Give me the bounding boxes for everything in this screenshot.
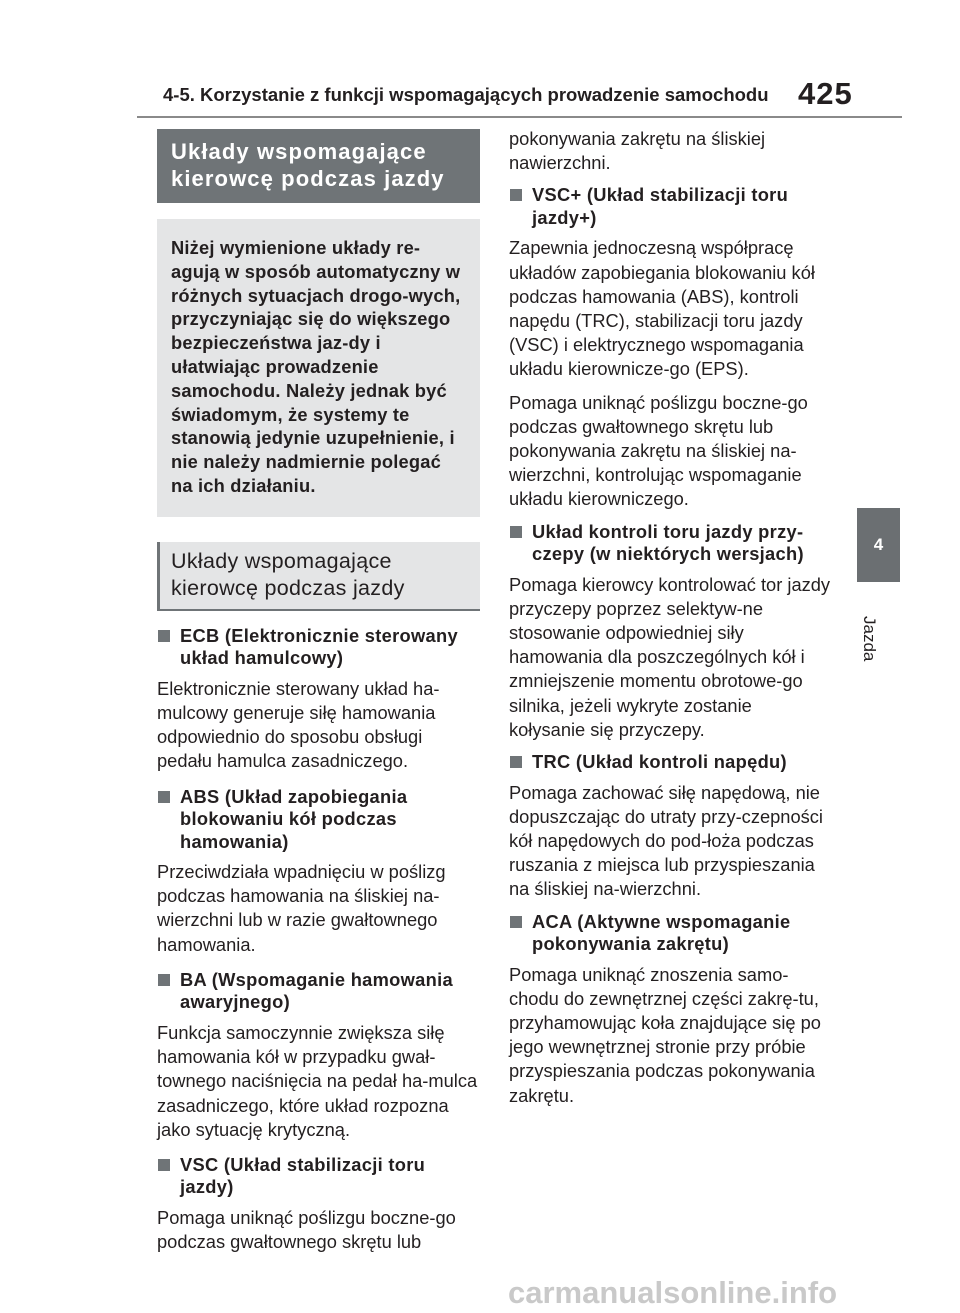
item-body: Funkcja samoczynnie zwiększa siłę hamowania kół w przypadku gwał-townego naciśnięcia na pedał ha-mulca zasadniczego, które układ rozpozna jako sytuację krytyczną.: [157, 1021, 478, 1140]
item-body: Zapewnia jednoczesną współpracę układów zapobiegania blokowaniu kół podczas hamowania (ABS), kontroli napędu (TRC), stabilizacji toru jazdy (VSC) i elektrycznego wspomagania układu kierownicze-go (EPS).: [509, 237, 815, 380]
item-title: [157, 786, 480, 854]
list-item: [509, 911, 832, 1108]
svg-text:carmanualsonline.info: carmanualsonline.info: [508, 1275, 838, 1310]
bullet-square-icon: [158, 791, 170, 803]
bullet-square-icon: [158, 1159, 170, 1171]
intro-box: [157, 219, 480, 517]
item-title: [509, 751, 832, 774]
item-title-text: ECB (Elektronicznie sterowany układ hamulcowy): [180, 624, 458, 669]
title-box-text: Układy wspomagające kierowcę podczas jazdy: [171, 139, 445, 191]
list-item: [509, 751, 832, 902]
chapter-label: Jazda: [860, 616, 879, 662]
item-body: Elektronicznie sterowany układ ha-mulcowy generuje siłę hamowania odpowiednio do sposobu obsługi pedału hamulca zasadniczego.: [157, 677, 440, 772]
item-title: [157, 625, 480, 670]
list-item: [157, 625, 480, 774]
list-item: [157, 1154, 480, 1254]
chapter-number: 4: [873, 535, 884, 554]
item-body: Pomaga uniknąć poślizgu boczne-go podczas gwałtownego skrętu lub pokonywania zakrętu na śliskiej na-wierzchni, kontrolując wspomaganie układu kierowniczego.: [509, 391, 808, 510]
bullet-square-icon: [510, 916, 522, 928]
continued-text: pokonywania zakrętu na śliskiej nawierzchni.: [509, 128, 766, 174]
list-item: [509, 521, 832, 742]
item-body: Pomaga zachować siłę napędową, nie dopuszczając do utraty przy-czepności kół napędowych do pod-łoża podczas ruszania z miejsca lub przyspieszania na śliskiej na-wierzchni.: [509, 781, 823, 900]
list-item: [157, 786, 480, 957]
bullet-square-icon: [510, 756, 522, 768]
item-title-text: VSC (Układ stabilizacji toru jazdy): [180, 1153, 426, 1198]
item-title-text: BA (Wspomaganie hamowania awaryjnego): [180, 968, 453, 1013]
left-column: [157, 129, 480, 1254]
bullet-square-icon: [510, 526, 522, 538]
item-title: [509, 911, 832, 956]
item-title-text: Układ kontroli toru jazdy przy-czepy (w niektórych wersjach): [532, 520, 804, 565]
section-heading: [157, 542, 480, 611]
item-title: [157, 969, 480, 1014]
item-body: Przeciwdziała wpadnięciu w poślizg podczas hamowania na śliskiej na-wierzchni lub w razie gwałtownego hamowania.: [157, 861, 446, 955]
list-item: [157, 969, 480, 1142]
chapter-tab[interactable]: [857, 508, 900, 582]
item-body: Pomaga kierowcy kontrolować tor jazdy przyczepy poprzez selektyw-ne stosowanie odpowiedniej siły hamowania dla poszczególnych kół i zmniejszenie momentu obrotowe-go silnika, jeżeli wykryte zostanie kołysanie się przyczepy.: [509, 573, 831, 740]
item-body: Pomaga uniknąć znoszenia samo-chodu do zewnętrznej części zakrę-tu, przyhamowując koła znajdujące się po jego wewnętrznej stronie przy próbie przyspieszania podczas pokonywania zakrętu.: [509, 963, 821, 1106]
list-item: [509, 184, 832, 511]
item-title: [509, 184, 832, 229]
item-title: [157, 1154, 480, 1199]
bullet-square-icon: [510, 189, 522, 201]
header-divider: [137, 116, 902, 118]
item-title-text: VSC+ (Układ stabilizacji toru jazdy+): [532, 184, 789, 228]
item-title: [509, 521, 832, 566]
section-heading-text: Układy wspomagające kierowcę podczas jazdy: [171, 548, 405, 600]
right-column: [509, 127, 832, 1108]
page-number: 425: [798, 76, 853, 111]
item-body: Pomaga uniknąć poślizgu boczne-go podczas gwałtownego skrętu lub: [157, 1206, 456, 1253]
bullet-square-icon: [158, 630, 170, 642]
item-title-text: ABS (Układ zapobiegania blokowaniu kół podczas hamowania): [180, 785, 408, 852]
bullet-square-icon: [158, 974, 170, 986]
item-title-text: ACA (Aktywne wspomaganie pokonywania zakrętu): [532, 910, 791, 955]
item-title-text: TRC (Układ kontroli napędu): [532, 751, 787, 773]
intro-text: Niżej wymienione układy re-agują w sposób automatyczny w różnych sytuacjach drogo-wych, przyczyniając się do większego bezpieczeństwa jaz-dy i ułatwiając prowadzenie samochodu. Należy jednak być świadomym, że systemy te stanowią jedynie uzupełnienie, i nie należy nadmiernie polegać na ich działaniu.: [171, 237, 461, 496]
title-box: [157, 129, 480, 203]
running-header-title: 4-5. Korzystanie z funkcji wspomagających prowadzenie samochodu: [163, 84, 769, 105]
